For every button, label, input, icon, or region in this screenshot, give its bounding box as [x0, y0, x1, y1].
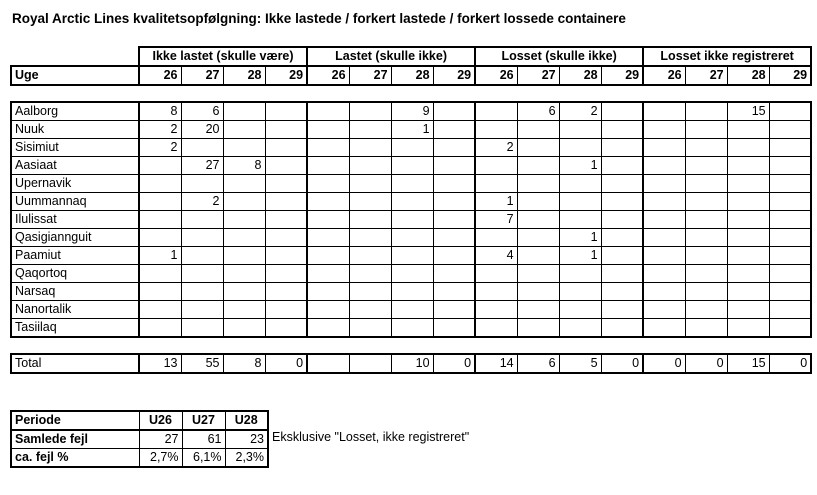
value-cell [727, 301, 769, 319]
value-cell [643, 121, 685, 139]
week-header: 26 [643, 66, 685, 85]
value-cell [265, 301, 307, 319]
total-value: 0 [769, 354, 811, 373]
table-row [11, 102, 811, 121]
value-cell [307, 102, 349, 121]
port-name: Narsaq [11, 283, 139, 301]
value-cell: 1 [475, 193, 517, 211]
summary-value: 6,1% [182, 449, 225, 468]
table-row [11, 247, 811, 265]
value-cell [559, 301, 601, 319]
value-cell [391, 247, 433, 265]
port-name: Nanortalik [11, 301, 139, 319]
value-cell: 1 [559, 157, 601, 175]
value-cell [307, 211, 349, 229]
value-cell [685, 301, 727, 319]
value-cell: 9 [391, 102, 433, 121]
value-cell [181, 301, 223, 319]
table-row [11, 283, 811, 301]
value-cell [265, 265, 307, 283]
summary-note: Eksklusive "Losset, ikke registreret" [272, 430, 470, 444]
value-cell [433, 301, 475, 319]
port-name: Nuuk [11, 121, 139, 139]
value-cell [265, 193, 307, 211]
value-cell [391, 229, 433, 247]
table-row [11, 139, 811, 157]
summary-value: 27 [139, 430, 182, 449]
value-cell [307, 229, 349, 247]
value-cell [391, 265, 433, 283]
value-cell [433, 175, 475, 193]
value-cell [727, 211, 769, 229]
value-cell [601, 193, 643, 211]
value-cell [139, 157, 181, 175]
value-cell [769, 211, 811, 229]
port-name: Aasiaat [11, 157, 139, 175]
value-cell: 7 [475, 211, 517, 229]
value-cell [181, 265, 223, 283]
summary-header: U27 [182, 411, 225, 430]
value-cell [559, 319, 601, 338]
summary-row [11, 430, 268, 449]
week-header: 27 [685, 66, 727, 85]
summary-header: Periode [11, 411, 139, 430]
summary-value: 2,7% [139, 449, 182, 468]
value-cell [307, 319, 349, 338]
value-cell: 1 [559, 229, 601, 247]
value-cell [433, 139, 475, 157]
value-cell [223, 283, 265, 301]
value-cell [559, 265, 601, 283]
value-cell: 1 [139, 247, 181, 265]
value-cell [601, 121, 643, 139]
value-cell [643, 283, 685, 301]
group-header: Lastet (skulle ikke) [307, 47, 475, 66]
value-cell [223, 229, 265, 247]
port-name: Upernavik [11, 175, 139, 193]
value-cell [685, 157, 727, 175]
port-name: Tasiilaq [11, 319, 139, 338]
value-cell [685, 319, 727, 338]
value-cell [433, 102, 475, 121]
value-cell [223, 301, 265, 319]
value-cell [433, 265, 475, 283]
value-cell [475, 301, 517, 319]
total-value: 15 [727, 354, 769, 373]
value-cell [349, 211, 391, 229]
value-cell [265, 229, 307, 247]
week-header: 28 [727, 66, 769, 85]
value-cell [769, 157, 811, 175]
value-cell [349, 265, 391, 283]
value-cell [517, 139, 559, 157]
total-value: 0 [601, 354, 643, 373]
value-cell [559, 211, 601, 229]
value-cell [433, 193, 475, 211]
value-cell [517, 229, 559, 247]
value-cell [349, 175, 391, 193]
value-cell [601, 102, 643, 121]
value-cell [223, 121, 265, 139]
week-header: 28 [391, 66, 433, 85]
value-cell [433, 211, 475, 229]
value-cell [685, 283, 727, 301]
value-cell [265, 121, 307, 139]
value-cell [307, 175, 349, 193]
value-cell [349, 283, 391, 301]
spacer [11, 85, 811, 102]
value-cell [307, 301, 349, 319]
value-cell [475, 102, 517, 121]
value-cell [139, 265, 181, 283]
value-cell [307, 265, 349, 283]
value-cell [769, 319, 811, 338]
value-cell [391, 157, 433, 175]
port-name: Qasigiannguit [11, 229, 139, 247]
value-cell [727, 121, 769, 139]
value-cell [349, 157, 391, 175]
table-row [11, 157, 811, 175]
value-cell [223, 139, 265, 157]
value-cell [517, 193, 559, 211]
value-cell [769, 265, 811, 283]
value-cell [769, 283, 811, 301]
value-cell [139, 193, 181, 211]
value-cell [517, 319, 559, 338]
week-header: 29 [601, 66, 643, 85]
summary-row [11, 449, 268, 468]
value-cell [391, 283, 433, 301]
total-value [307, 354, 349, 373]
week-header: 29 [769, 66, 811, 85]
value-cell [475, 121, 517, 139]
value-cell [727, 265, 769, 283]
total-value: 10 [391, 354, 433, 373]
quality-table [10, 46, 812, 374]
week-header: 26 [475, 66, 517, 85]
week-header: 28 [223, 66, 265, 85]
value-cell [517, 175, 559, 193]
value-cell [517, 265, 559, 283]
table-row [11, 301, 811, 319]
value-cell [349, 193, 391, 211]
value-cell [223, 211, 265, 229]
value-cell [307, 283, 349, 301]
value-cell [307, 247, 349, 265]
value-cell [265, 175, 307, 193]
value-cell [181, 139, 223, 157]
week-header: 26 [139, 66, 181, 85]
port-name: Qaqortoq [11, 265, 139, 283]
total-value: 0 [433, 354, 475, 373]
value-cell [769, 121, 811, 139]
value-cell: 15 [727, 102, 769, 121]
value-cell [139, 229, 181, 247]
group-header: Ikke lastet (skulle være) [139, 47, 307, 66]
value-cell [181, 211, 223, 229]
value-cell [139, 211, 181, 229]
value-cell [307, 157, 349, 175]
value-cell [769, 229, 811, 247]
value-cell [559, 283, 601, 301]
value-cell [601, 139, 643, 157]
value-cell [685, 265, 727, 283]
week-header: 27 [517, 66, 559, 85]
table-row [11, 229, 811, 247]
value-cell: 4 [475, 247, 517, 265]
value-cell [517, 211, 559, 229]
value-cell [601, 229, 643, 247]
value-cell [601, 211, 643, 229]
value-cell [307, 121, 349, 139]
value-cell [265, 283, 307, 301]
value-cell [685, 139, 727, 157]
summary-value: 23 [225, 430, 268, 449]
value-cell [517, 301, 559, 319]
total-value: 0 [685, 354, 727, 373]
summary-label: ca. fejl % [11, 449, 139, 468]
value-cell [769, 175, 811, 193]
value-cell [181, 175, 223, 193]
summary-value: 61 [182, 430, 225, 449]
table-row [11, 265, 811, 283]
value-cell [475, 175, 517, 193]
total-value: 55 [181, 354, 223, 373]
value-cell: 27 [181, 157, 223, 175]
value-cell [265, 319, 307, 338]
value-cell [643, 139, 685, 157]
value-cell [685, 211, 727, 229]
table-row [11, 193, 811, 211]
value-cell: 1 [559, 247, 601, 265]
summary-table [10, 410, 269, 468]
value-cell [769, 102, 811, 121]
value-cell [769, 301, 811, 319]
value-cell [475, 265, 517, 283]
value-cell [559, 175, 601, 193]
value-cell [643, 102, 685, 121]
total-value: 0 [643, 354, 685, 373]
value-cell [349, 301, 391, 319]
value-cell [727, 193, 769, 211]
week-header: 29 [265, 66, 307, 85]
value-cell [475, 229, 517, 247]
value-cell [685, 229, 727, 247]
value-cell [223, 175, 265, 193]
value-cell [223, 193, 265, 211]
value-cell: 1 [391, 121, 433, 139]
summary-value: 2,3% [225, 449, 268, 468]
value-cell [265, 102, 307, 121]
value-cell [727, 247, 769, 265]
port-name: Aalborg [11, 102, 139, 121]
value-cell [349, 229, 391, 247]
corner-cell [11, 47, 139, 66]
value-cell: 2 [139, 121, 181, 139]
value-cell [181, 319, 223, 338]
value-cell [559, 193, 601, 211]
value-cell [601, 157, 643, 175]
value-cell [223, 319, 265, 338]
group-header-row [11, 47, 811, 66]
value-cell [685, 193, 727, 211]
port-name: Ilulissat [11, 211, 139, 229]
value-cell [685, 121, 727, 139]
week-header: 29 [433, 66, 475, 85]
value-cell [601, 265, 643, 283]
value-cell [727, 175, 769, 193]
value-cell [223, 265, 265, 283]
value-cell [727, 319, 769, 338]
value-cell [643, 193, 685, 211]
value-cell [643, 301, 685, 319]
value-cell [181, 247, 223, 265]
value-cell: 8 [223, 157, 265, 175]
value-cell [391, 319, 433, 338]
group-header: Losset (skulle ikke) [475, 47, 643, 66]
value-cell [223, 247, 265, 265]
value-cell [685, 247, 727, 265]
value-cell [601, 301, 643, 319]
value-cell [685, 102, 727, 121]
value-cell [559, 121, 601, 139]
value-cell [391, 211, 433, 229]
value-cell [601, 283, 643, 301]
summary-header: U28 [225, 411, 268, 430]
total-value: 0 [265, 354, 307, 373]
week-label: Uge [11, 66, 139, 85]
value-cell [517, 283, 559, 301]
value-cell [643, 211, 685, 229]
value-cell [727, 139, 769, 157]
value-cell [265, 139, 307, 157]
value-cell [559, 139, 601, 157]
value-cell [475, 283, 517, 301]
value-cell [265, 211, 307, 229]
value-cell [433, 247, 475, 265]
value-cell [349, 121, 391, 139]
value-cell [643, 265, 685, 283]
port-name: Sisimiut [11, 139, 139, 157]
value-cell: 2 [559, 102, 601, 121]
spacer [11, 337, 811, 354]
table-row [11, 121, 811, 139]
value-cell: 6 [181, 102, 223, 121]
week-header-row [11, 66, 811, 85]
page-title: Royal Arctic Lines kvalitetsopfølgning: Ikke lastede / forkert lastede / forkert lossede containere [12, 11, 626, 26]
week-header: 27 [349, 66, 391, 85]
total-value: 8 [223, 354, 265, 373]
value-cell [601, 247, 643, 265]
value-cell [475, 319, 517, 338]
value-cell [349, 319, 391, 338]
table-row [11, 319, 811, 338]
value-cell [517, 157, 559, 175]
value-cell [391, 193, 433, 211]
value-cell [643, 247, 685, 265]
group-header: Losset ikke registreret [643, 47, 811, 66]
value-cell [265, 157, 307, 175]
value-cell [643, 157, 685, 175]
summary-header-row [11, 411, 268, 430]
total-value: 6 [517, 354, 559, 373]
value-cell [517, 247, 559, 265]
value-cell [601, 175, 643, 193]
value-cell [391, 139, 433, 157]
total-value: 14 [475, 354, 517, 373]
value-cell [139, 301, 181, 319]
value-cell [643, 319, 685, 338]
value-cell: 6 [517, 102, 559, 121]
value-cell [223, 102, 265, 121]
table-row [11, 211, 811, 229]
value-cell [139, 319, 181, 338]
value-cell [727, 229, 769, 247]
value-cell [307, 193, 349, 211]
week-header: 27 [181, 66, 223, 85]
port-name: Uummannaq [11, 193, 139, 211]
value-cell: 8 [139, 102, 181, 121]
value-cell [475, 157, 517, 175]
value-cell [769, 193, 811, 211]
value-cell [601, 319, 643, 338]
value-cell [643, 175, 685, 193]
value-cell [349, 247, 391, 265]
value-cell [517, 121, 559, 139]
value-cell [139, 283, 181, 301]
port-name: Paamiut [11, 247, 139, 265]
value-cell [685, 175, 727, 193]
value-cell [433, 121, 475, 139]
week-header: 28 [559, 66, 601, 85]
week-header: 26 [307, 66, 349, 85]
value-cell [433, 157, 475, 175]
value-cell [433, 283, 475, 301]
spacer-row [11, 85, 811, 102]
value-cell [433, 229, 475, 247]
summary-header: U26 [139, 411, 182, 430]
value-cell [727, 157, 769, 175]
total-label: Total [11, 354, 139, 373]
value-cell [391, 301, 433, 319]
value-cell [643, 229, 685, 247]
total-value: 5 [559, 354, 601, 373]
summary-label: Samlede fejl [11, 430, 139, 449]
total-value: 13 [139, 354, 181, 373]
value-cell [769, 247, 811, 265]
spacer-row [11, 337, 811, 354]
value-cell [349, 102, 391, 121]
value-cell [181, 229, 223, 247]
value-cell [265, 247, 307, 265]
total-row [11, 354, 811, 373]
value-cell [307, 139, 349, 157]
value-cell: 2 [475, 139, 517, 157]
value-cell [349, 139, 391, 157]
value-cell [727, 283, 769, 301]
value-cell [139, 175, 181, 193]
table-row [11, 175, 811, 193]
value-cell [433, 319, 475, 338]
value-cell: 2 [139, 139, 181, 157]
value-cell: 20 [181, 121, 223, 139]
value-cell [181, 283, 223, 301]
total-value [349, 354, 391, 373]
value-cell: 2 [181, 193, 223, 211]
value-cell [769, 139, 811, 157]
value-cell [391, 175, 433, 193]
